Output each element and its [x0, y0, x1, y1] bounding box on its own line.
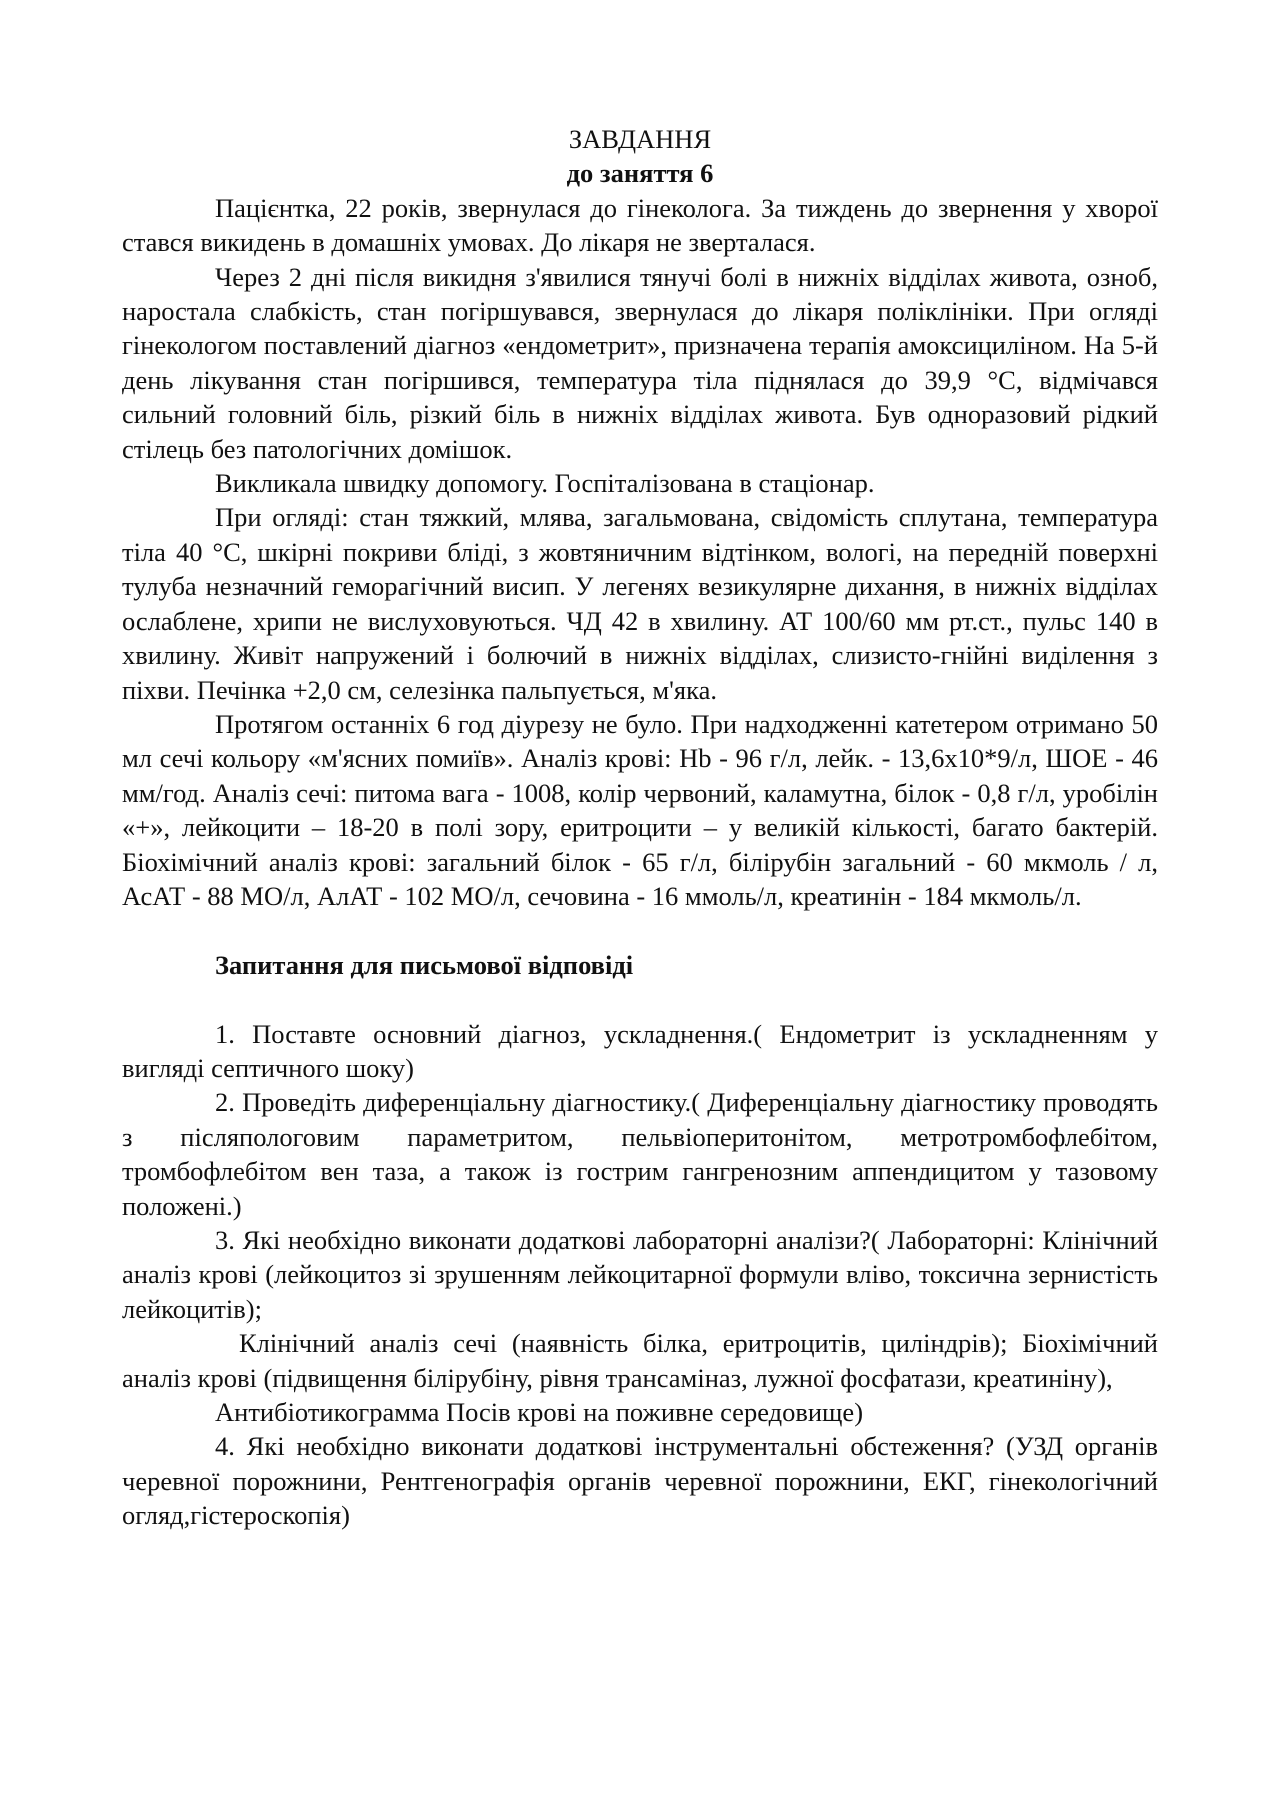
- document-subtitle: до заняття 6: [566, 158, 714, 189]
- document-page: [122, 122, 1158, 1533]
- question-item-continuation: Клінічний аналіз сечі (наявність білка, еритроцитів, циліндрів); Біохімічний аналіз крові (підвищення білірубіну, рівня трансаміназ, лужної фосфатази, креатиніну),: [122, 1328, 1158, 1393]
- question-item: 2. Проведіть диференціальну діагностику.( Диференціальну діагностику проводять з післяпологовим параметритом, пельвіоперитонітом, метротромбофлебітом, тромбофлебітом вен таза, а також із гострим гангренозним аппендицитом у тазовому положені.): [122, 1087, 1158, 1221]
- questions-heading: Запитання для письмової відповіді: [215, 949, 634, 980]
- blank-line: [122, 913, 1158, 947]
- case-paragraph: Через 2 дні після викидня з'явилися тянучі болі в нижніх відділах живота, озноб, наростала слабкість, стан погіршувався, звернулася до лікаря поліклініки. При огляді гінекологом поставлений діагноз «ендометрит», призначена терапія амоксициліном. На 5-й день лікування стан погіршився, температура тіла піднялася до 39,9 °С, відмічався сильний головний біль, різкий біль в нижніх відділах живота. Був одноразовий рідкий стілець без патологічних домішок.: [122, 261, 1158, 464]
- document-title: ЗАВДАННЯ: [568, 124, 712, 154]
- case-paragraph: Викликала швидку допомогу. Госпіталізована в стаціонар.: [215, 468, 875, 499]
- case-paragraph: Пацієнтка, 22 років, звернулася до гінеколога. За тиждень до звернення у хворої стався викидень в домашніх умовах. До лікаря не зверталася.: [122, 192, 1158, 258]
- question-item: 4. Які необхідно виконати додаткові інструментальні обстеження? (УЗД органів черевної порожнини, Рентгенографія органів черевної порожнини, ЕКГ, гінекологічний огляд,гістероскопія): [122, 1431, 1158, 1531]
- blank-line: [122, 982, 1158, 1016]
- question-item: 3. Які необхідно виконати додаткові лабораторні аналізи?( Лабораторні: Клінічний аналіз крові (лейкоцитоз зі зрушенням лейкоцитарної формули вліво, токсична зернистість лейкоцитів);: [122, 1224, 1158, 1324]
- question-item: 1. Поставте основний діагноз, ускладнення.( Ендометрит із ускладненням у вигляді септичного шоку): [122, 1018, 1158, 1083]
- question-item-continuation: Антибіотикограмма Посів крові на поживне середовище): [215, 1397, 864, 1427]
- case-paragraph: При огляді: стан тяжкий, млява, загальмована, свідомість сплутана, температура тіла 40 °С, шкірні покриви бліді, з жовтяничним відтінком, вологі, на передній поверхні тулуба незначний геморагічний висип. У легенях везикулярне дихання, в нижніх відділах ослаблене, хрипи не вислуховуються. ЧД 42 в хвилину. АТ 100/60 мм рт.ст., пульс 140 в хвилину. Живіт напружений і болючий в нижніх відділах, слизисто-гнійні виділення з піхви. Печінка +2,0 см, селезінка пальпується, м'яка.: [122, 502, 1158, 705]
- case-paragraph: Протягом останніх 6 год діурезу не було. При надходженні катетером отримано 50 мл сечі кольору «м'ясних помиїв». Аналіз крові: Hb - 96 г/л, лейк. - 13,6х10*9/л, ШОЕ - 46 мм/год. Аналіз сечі: питома вага - 1008, колір червоний, каламутна, білок - 0,8 г/л, уробілін «+», лейкоцити – 18-20 в полі зору, еритроцити – у великій кількості, багато бактерій. Біохімічний аналіз крові: загальний білок - 65 г/л, білірубін загальний - 60 мкмоль / л, АсАТ - 88 МО/л, АлАТ - 102 МО/л, сечовина - 16 ммоль/л, креатинін - 184 мкмоль/л.: [122, 708, 1158, 911]
